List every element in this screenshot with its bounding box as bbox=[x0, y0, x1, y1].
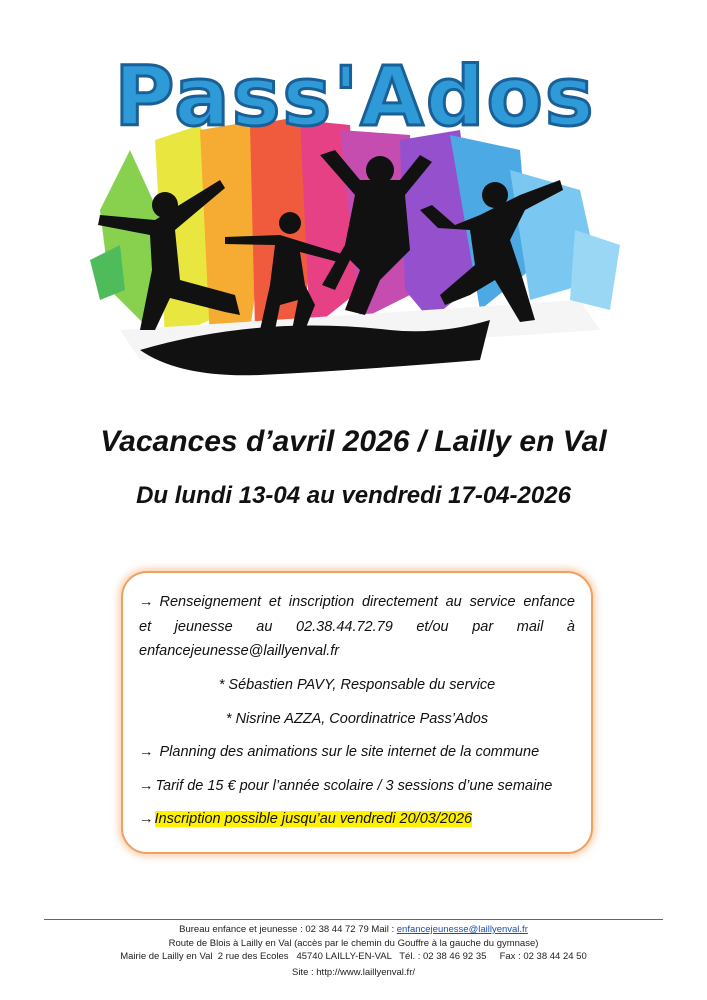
arrow-right-icon: → bbox=[139, 778, 154, 794]
footer-website[interactable]: Site : http://www.laillyenval.fr/ bbox=[291, 967, 416, 978]
arrow-right-icon: → bbox=[139, 744, 154, 760]
footer-line-1: Bureau enfance et jeunesse : 02 38 44 72 79 Mail : enfancejeunesse@laillyenval.fr bbox=[179, 924, 528, 935]
info-line-2: et jeunesse au 02.38.44.72.79 et/ou par mail à bbox=[139, 619, 575, 635]
arrow-right-icon: → bbox=[139, 594, 154, 610]
footer-email-link[interactable]: enfancejeunesse@laillyenval.fr bbox=[396, 924, 528, 935]
arrow-right-icon: → bbox=[139, 811, 154, 827]
footer-divider bbox=[44, 919, 663, 920]
contact-coordinatrice: * Nisrine AZZA, Coordinatrice Pass’Ados bbox=[225, 711, 489, 727]
footer-line-2: Route de Blois à Lailly en Val (accès par le chemin du Gouffre à la gauche du gymnase) bbox=[168, 938, 539, 949]
contact-email: enfancejeunesse@laillyenval.fr bbox=[139, 643, 340, 659]
pass-ados-logo: Pass'Ados bbox=[114, 50, 596, 145]
planning-line: → Planning des animations sur le site internet de la commune bbox=[139, 744, 540, 760]
deadline-line bbox=[139, 811, 472, 827]
pass-ados-banner bbox=[60, 30, 650, 400]
pass-ados-banner-art bbox=[60, 30, 650, 400]
date-range: Du lundi 13-04 au vendredi 17-04-2026 bbox=[136, 482, 571, 509]
tarif-line: → Tarif de 15 € pour l’année scolaire / 3 sessions d’une semaine bbox=[139, 778, 553, 794]
page-title: Vacances d’avril 2026 / Lailly en Val bbox=[100, 425, 607, 458]
footer-line-3: Mairie de Lailly en Val 2 rue des Ecoles 45740 LAILLY-EN-VAL Tél. : 02 38 46 92 35 Fax : 02 38 44 24 50 bbox=[120, 951, 587, 962]
info-line-1: → Renseignement et inscription directement au service enfance bbox=[139, 594, 575, 610]
deadline-highlight: Inscription possible jusqu’au vendredi 20/03/2026 bbox=[154, 811, 473, 827]
contact-responsable: * Sébastien PAVY, Responsable du service bbox=[218, 677, 496, 693]
info-box bbox=[121, 571, 593, 854]
